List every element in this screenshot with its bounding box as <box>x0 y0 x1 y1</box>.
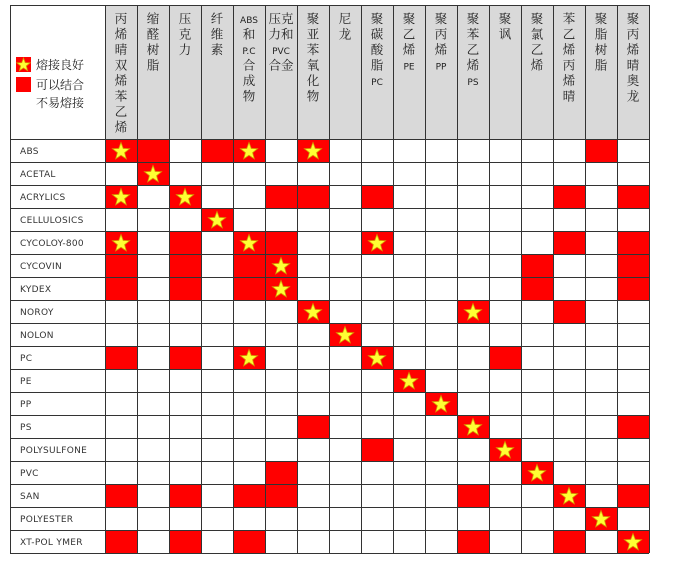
column-header-text: 和 <box>242 26 256 42</box>
column-header-text: 压克 <box>268 11 294 26</box>
compatible-cell <box>169 484 201 507</box>
compatible-cell <box>265 461 297 484</box>
column-header-text: 乙 <box>402 26 416 42</box>
row-label: PC <box>20 354 33 364</box>
column-header-text: 烯 <box>562 42 576 57</box>
compatible-cell <box>265 185 297 208</box>
column-header-text: 醛 <box>146 26 160 42</box>
compatible-cell <box>265 484 297 507</box>
column-header-text: PVC <box>272 47 290 57</box>
compatible-cell <box>553 231 585 254</box>
column-header-text: 乙 <box>530 42 544 57</box>
compatible-cell <box>617 415 649 438</box>
compatible-cell <box>105 277 137 300</box>
row-label: SAN <box>20 492 40 502</box>
compatible-cell <box>169 254 201 277</box>
compatible-cell <box>617 254 649 277</box>
compatible-cell <box>457 530 489 553</box>
column-header-text: 丙 <box>114 11 128 26</box>
column-header-text: 合 <box>242 57 256 73</box>
column-header-text: 烯 <box>562 73 576 88</box>
column-header-text: 丙 <box>562 57 576 73</box>
column-header-text: PP <box>435 62 447 73</box>
row-label: NOLON <box>20 331 54 341</box>
column-header-text: 晴 <box>114 42 128 57</box>
compatible-cell <box>489 346 521 369</box>
legend-poor-label: 不易熔接 <box>36 96 85 110</box>
compatible-cell <box>297 415 329 438</box>
row-label: POLYSULFONE <box>20 446 88 456</box>
column-header-text: 聚 <box>370 11 384 26</box>
column-header-text: 碳 <box>370 26 384 42</box>
weldability-matrix <box>10 5 680 555</box>
column-header-text: 脂 <box>594 57 608 73</box>
column-header <box>563 11 576 104</box>
compatible-cell <box>233 484 265 507</box>
column-header-text: PC <box>371 78 383 88</box>
row-label: CELLULOSICS <box>20 216 84 226</box>
column-header-text: 苯 <box>114 88 128 104</box>
column-header-text: 龙 <box>626 88 640 104</box>
row-label: CYCOLOY-800 <box>20 239 84 249</box>
compatible-cell <box>585 139 617 162</box>
compatible-cell <box>617 231 649 254</box>
column-header-text: 苯 <box>466 26 480 42</box>
column-header-text: 烯 <box>402 42 416 57</box>
column-header-text: 烯 <box>626 42 640 57</box>
column-header-text: 苯 <box>562 11 576 26</box>
matrix-svg <box>10 5 680 555</box>
column-header-text: 讽 <box>498 26 512 42</box>
column-header-text: PS <box>467 78 479 88</box>
column-header-text: 烯 <box>114 73 128 88</box>
column-header-text: 纤 <box>210 11 224 26</box>
compatible-cell <box>617 484 649 507</box>
row-label: ACRYLICS <box>20 193 66 203</box>
compatible-cell <box>361 438 393 461</box>
compatible-cell <box>105 484 137 507</box>
column-header-text: 聚 <box>530 11 544 26</box>
column-header <box>179 11 192 57</box>
compatible-cell <box>617 277 649 300</box>
row-label: ABS <box>20 147 39 157</box>
column-header <box>147 11 160 73</box>
column-header-text: 乙 <box>562 26 576 42</box>
column-header-text: 酸 <box>370 42 384 57</box>
compatible-cell <box>137 139 169 162</box>
column-header-text: 合金 <box>268 57 294 73</box>
column-header-text: 力和 <box>268 26 294 42</box>
column-header <box>499 11 512 42</box>
row-label: KYDEX <box>20 285 52 295</box>
column-header <box>595 11 608 73</box>
column-header-text: 脂 <box>370 57 384 73</box>
column-header-text: 烯 <box>434 42 448 57</box>
column-header-text: 龙 <box>338 26 352 42</box>
column-header-text: 素 <box>210 42 224 57</box>
column-header-text: 聚 <box>402 11 416 26</box>
column-header-text: P.C <box>242 47 256 57</box>
column-header <box>531 11 544 73</box>
compatible-cell <box>233 530 265 553</box>
column-header-text: 成 <box>242 73 256 88</box>
compatible-cell <box>361 185 393 208</box>
column-header-text: 物 <box>242 88 256 104</box>
row-label: CYCOVIN <box>20 262 62 272</box>
row-label: PP <box>20 400 32 410</box>
column-header-text: 烯 <box>530 57 544 73</box>
column-header-text: 聚 <box>594 11 608 26</box>
compatible-cell <box>105 530 137 553</box>
column-header-text: 晴 <box>626 57 640 73</box>
column-header-text: 乙 <box>114 104 128 119</box>
compatible-cell <box>553 300 585 323</box>
column-header-text: 聚 <box>498 11 512 26</box>
column-header-text: 烯 <box>114 26 128 42</box>
column-header-text: 克 <box>178 26 192 42</box>
column-header-text: 聚 <box>626 11 640 26</box>
row-label: ACETAL <box>20 170 56 180</box>
column-header-text: 丙 <box>434 26 448 42</box>
column-header-text: ABS <box>240 16 258 26</box>
compatible-cell <box>521 277 553 300</box>
column-header-text: 晴 <box>562 88 576 104</box>
column-header-text: 化 <box>306 73 320 88</box>
compatible-cell <box>105 254 137 277</box>
column-header <box>115 11 128 135</box>
column-header <box>307 11 320 104</box>
column-header-text: 乙 <box>466 42 480 57</box>
row-label: PVC <box>20 469 39 479</box>
column-header-text: 氯 <box>530 26 544 42</box>
compatible-cell <box>105 346 137 369</box>
legend <box>16 57 84 110</box>
row-label: NOROY <box>20 308 54 318</box>
column-header-text: 亚 <box>306 26 320 42</box>
column-header <box>211 11 224 57</box>
column-header-text: 尼 <box>338 11 352 26</box>
compatible-cell <box>169 346 201 369</box>
grid-lines <box>10 5 650 554</box>
compatible-cell <box>169 231 201 254</box>
column-header-text: 氧 <box>306 57 320 73</box>
column-header-text: 烯 <box>114 119 128 135</box>
row-label: XT-POL YMER <box>20 538 83 548</box>
column-header-text: 双 <box>114 57 128 73</box>
column-header-text: 物 <box>306 88 320 104</box>
column-header-text: 维 <box>210 26 224 42</box>
column-header-text: 脂 <box>146 57 160 73</box>
column-header <box>627 11 640 104</box>
column-header <box>435 11 448 73</box>
legend-good-label: 熔接良好 <box>36 58 85 72</box>
column-header-text: PE <box>403 62 415 73</box>
column-header-text: 聚 <box>466 11 480 26</box>
column-header-text: 奥 <box>626 73 640 88</box>
column-header-text: 压 <box>178 11 192 26</box>
legend-possible-label: 可以结合 <box>36 78 85 92</box>
column-header-text: 苯 <box>306 42 320 57</box>
compatible-cell <box>169 277 201 300</box>
column-header-text: 力 <box>178 42 192 57</box>
column-header-text: 树 <box>594 42 608 57</box>
legend-possible-swatch <box>16 77 31 92</box>
compatible-cell <box>201 139 233 162</box>
column-header-text: 聚 <box>434 11 448 26</box>
compatible-cell <box>265 231 297 254</box>
column-header-text: 烯 <box>466 57 480 73</box>
column-header-text: 缩 <box>146 11 160 26</box>
column-header-text: 脂 <box>594 26 608 42</box>
column-header-text: 树 <box>146 42 160 57</box>
compatible-cell <box>457 484 489 507</box>
row-label: PS <box>20 423 32 433</box>
compatible-cell <box>521 254 553 277</box>
column-header-text: 丙 <box>626 26 640 42</box>
column-header <box>339 11 352 42</box>
compatible-cell <box>617 185 649 208</box>
compatible-cell <box>169 530 201 553</box>
compatible-cell <box>553 185 585 208</box>
row-label: POLYESTER <box>20 515 74 525</box>
compatible-cell <box>233 254 265 277</box>
row-label: PE <box>20 377 32 387</box>
column-header <box>403 11 416 73</box>
column-header-text: 聚 <box>306 11 320 26</box>
compatible-cell <box>553 530 585 553</box>
compatible-cell <box>233 277 265 300</box>
compatible-cell <box>297 185 329 208</box>
